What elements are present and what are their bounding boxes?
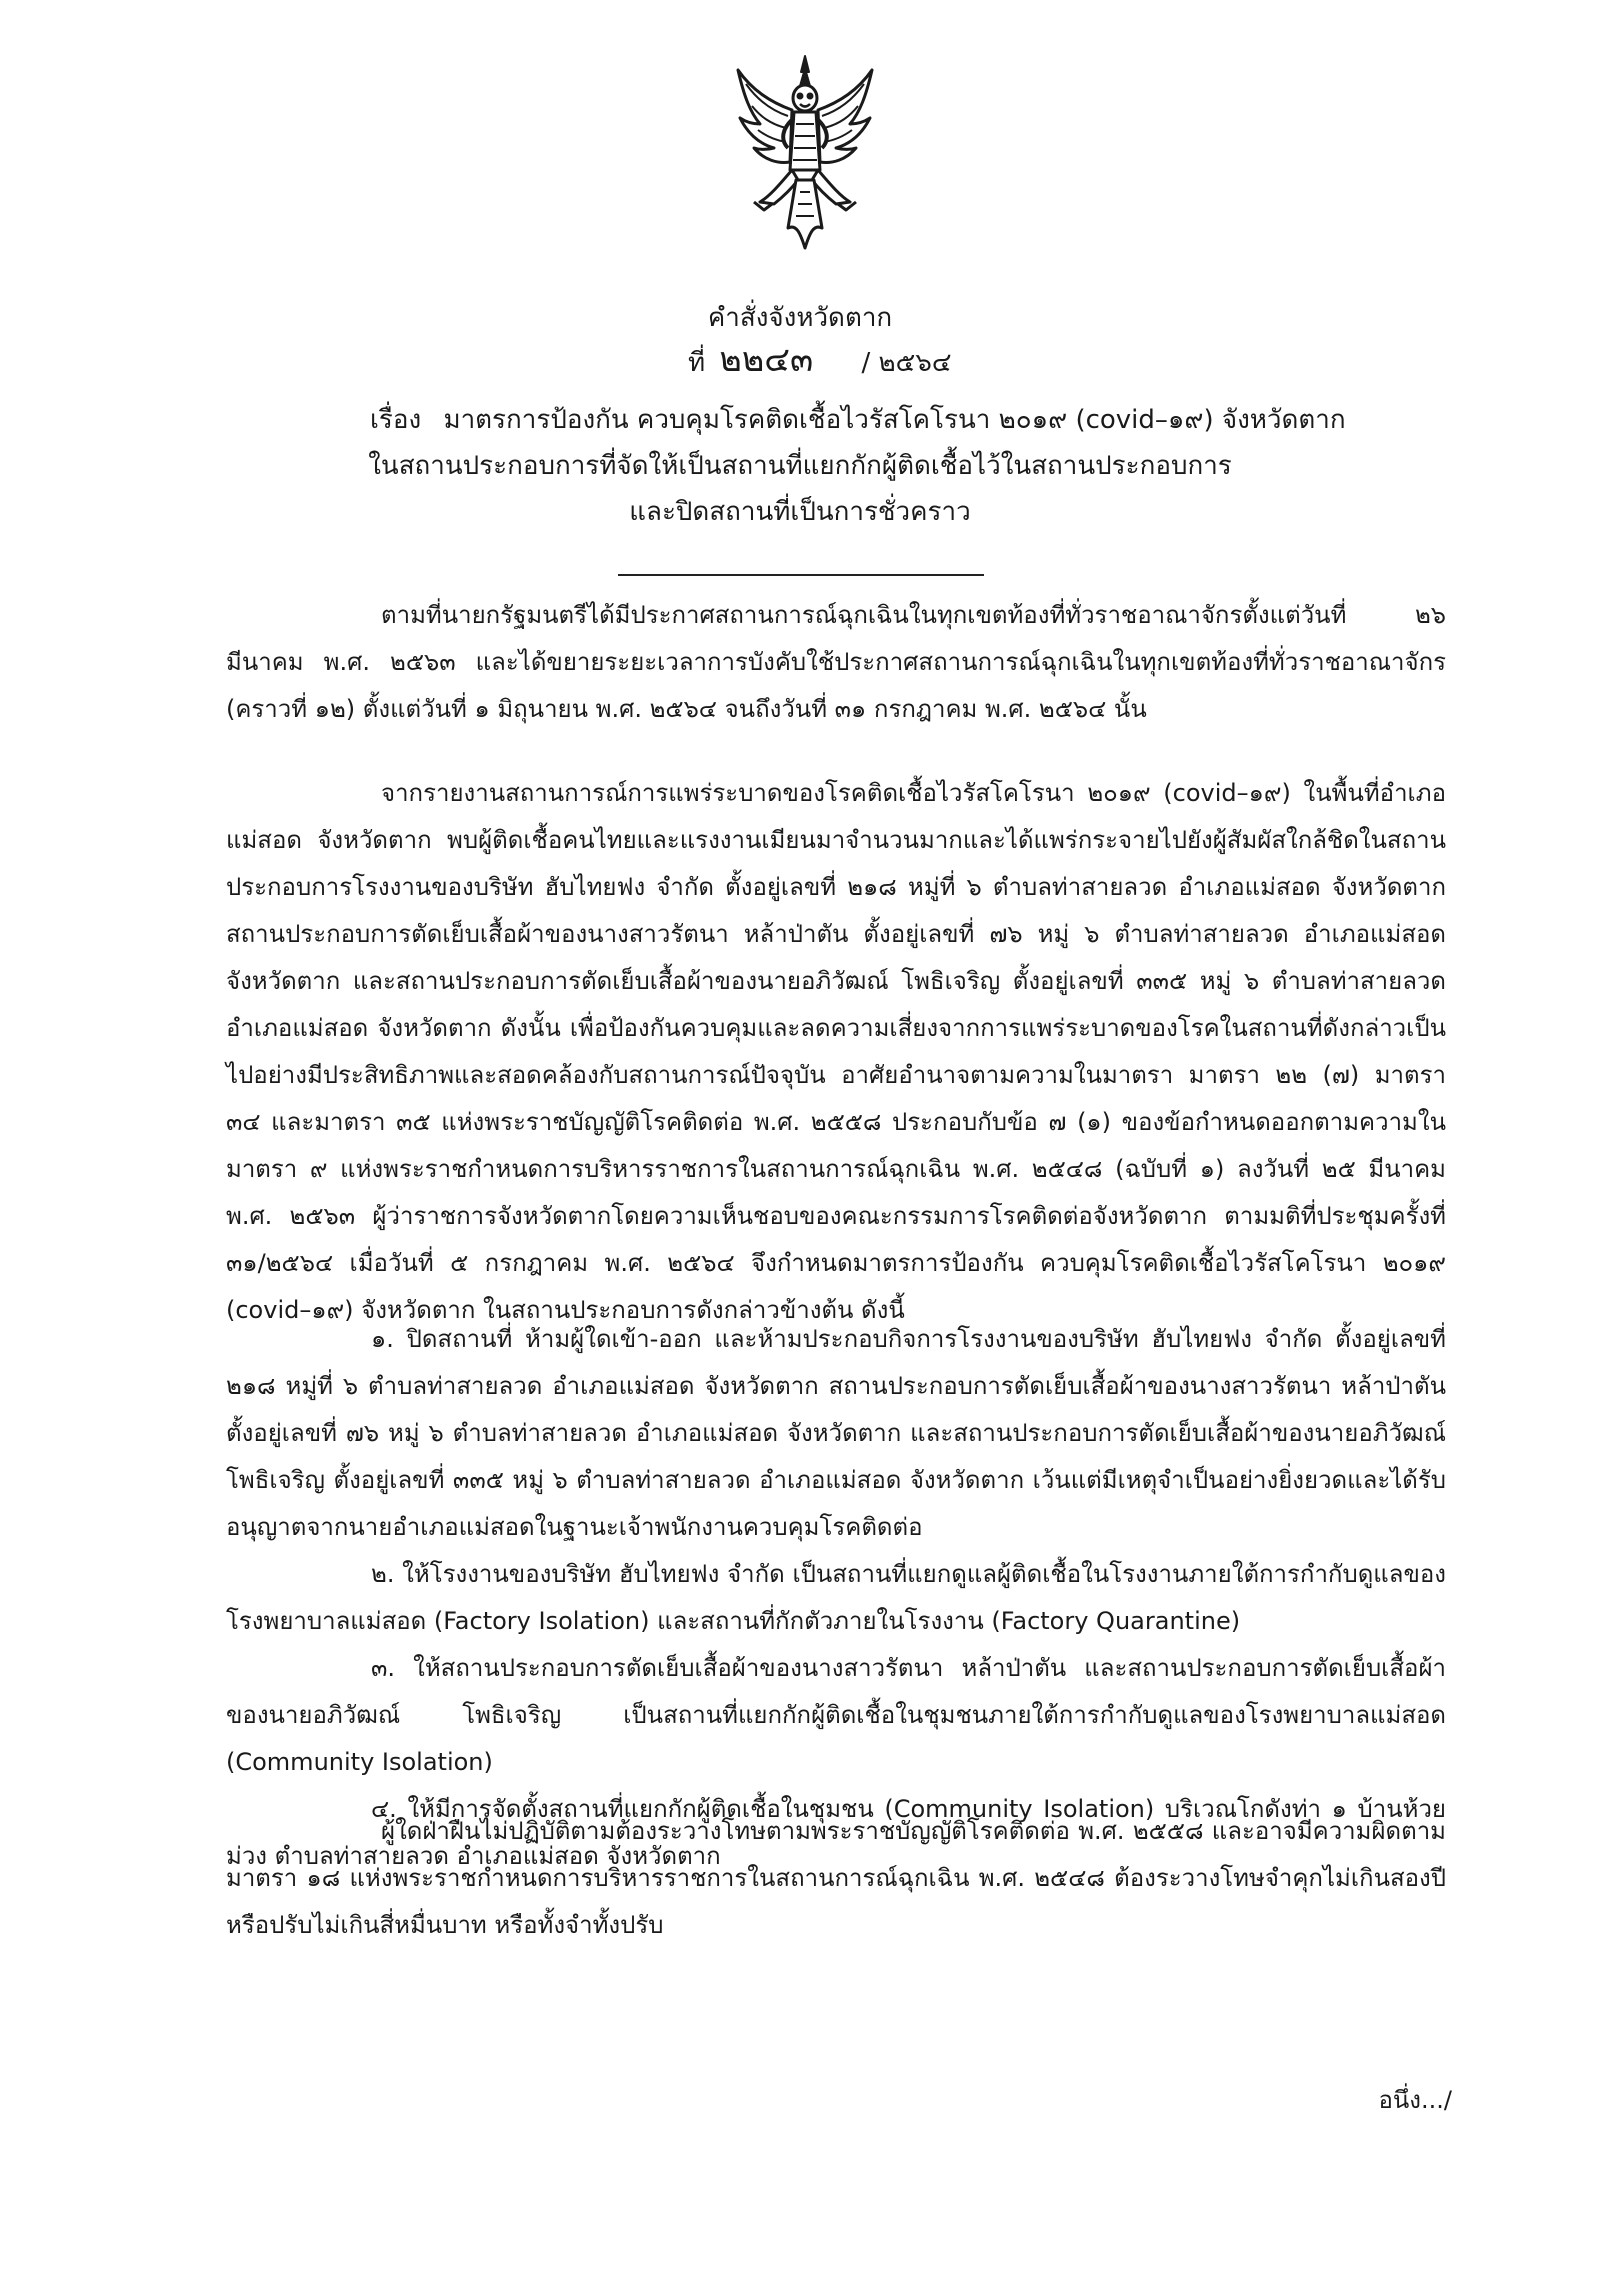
measure-item-4: ๔. ให้มีการจัดตั้งสถานที่แยกกักผู้ติดเชื้อในชุมชน (Community Isolation) บริเวณโกดังท่า ๑ บ้านห้วยม่วง ตำบลท่าสายลวด อำเภอแม่สอด จังหวัดตาก: [226, 1795, 1446, 1870]
order-number-value: ๒๒๔๓: [719, 340, 814, 380]
subject-label: เรื่อง: [370, 405, 422, 435]
subject-line-3: และปิดสถานที่เป็นการชั่วคราว: [629, 497, 971, 527]
paragraph-2-text: จากรายงานสถานการณ์การแพร่ระบาดของโรคติดเชื้อไวรัสโคโรนา ๒๐๑๙ (covid–๑๙) ในพื้นที่อำเภอแม่สอด จังหวัดตาก พบผู้ติดเชื้อคนไทยและแรงงานเมียนมาจำนวนมากและได้แพร่กระจายไปยังผู้สัมผัสใกล้ชิดในสถานประกอบการโรงงานของบริษัท ฮับไทยฟง จำกัด ตั้งอยู่เลขที่ ๒๑๘ หมู่ที่ ๖ ตำบลท่าสายลวด อำเภอแม่สอด จังหวัดตาก สถานประกอบการตัดเย็บเสื้อผ้าของนางสาวรัตนา หล้าป่าตัน ตั้งอยู่เลขที่ ๗๖ หมู่ ๖ ตำบลท่าสายลวด อำเภอแม่สอด จังหวัดตาก และสถานประกอบการตัดเย็บเสื้อผ้าของนายอภิวัฒณ์ โพธิเจริญ ตั้งอยู่เลขที่ ๓๓๕ หมู่ ๖ ตำบลท่าสายลวด อำเภอแม่สอด จังหวัดตาก ดังนั้น เพื่อป้องกันควบคุมและลดความเสี่ยงจากการแพร่ระบาดของโรคในสถานที่ดังกล่าวเป็นไปอย่างมีประสิทธิภาพและสอดคล้องกับสถานการณ์ปัจจุบัน อาศัยอำนาจตามความในมาตรา มาตรา ๒๒ (๗) มาตรา ๓๔ และมาตรา ๓๕ แห่งพระราชบัญญัติโรคติดต่อ พ.ศ. ๒๕๕๘ ประกอบกับข้อ ๗ (๑) ของข้อกำหนดออกตามความในมาตรา ๙ แห่งพระราชกำหนดการบริหารราชการในสถานการณ์ฉุกเฉิน พ.ศ. ๒๕๔๘ (ฉบับที่ ๑) ลงวันที่ ๒๕ มีนาคม พ.ศ. ๒๕๖๓ ผู้ว่าราชการจังหวัดตากโดยความเห็นชอบของคณะกรรมการโรคติดต่อจังหวัดตาก ตามมติที่ประชุมครั้งที่ ๓๑/๒๕๖๔ เมื่อวันที่ ๕ กรกฎาคม พ.ศ. ๒๕๖๔ จึงกำหนดมาตรการป้องกัน ควบคุมโรคติดเชื้อไวรัสโคโรนา ๒๐๑๙ (covid–๑๙) จังหวัดตาก ในสถานประกอบการดังกล่าวข้างต้น ดังนี้: [226, 779, 1447, 1324]
paragraph-1: [226, 592, 1446, 733]
paragraph-2: [226, 770, 1446, 1334]
subject-line-2: ในสถานประกอบการที่จัดให้เป็นสถานที่แยกกักผู้ติดเชื้อไว้ในสถานประกอบการ: [368, 451, 1232, 481]
order-title: คำสั่งจังหวัดตาก: [707, 303, 893, 333]
order-number-prefix: ที่: [688, 348, 706, 378]
title-divider: [618, 574, 984, 576]
measures-list: [226, 1316, 1446, 1880]
order-number: [688, 340, 952, 383]
measure-item-2: ๒. ให้โรงงานของบริษัท ฮับไทยฟง จำกัด เป็นสถานที่แยกดูแลผู้ติดเชื้อในโรงงานภายใต้การกำกับดูแลของโรงพยาบาลแม่สอด (Factory Isolation) และสถานที่กักตัวภายในโรงงาน (Factory Quarantine): [226, 1560, 1446, 1635]
measure-item-1: ๑. ปิดสถานที่ ห้ามผู้ใดเข้า-ออก และห้ามประกอบกิจการโรงงานของบริษัท ฮับไทยฟง จำกัด ตั้งอยู่เลขที่ ๒๑๘ หมู่ที่ ๖ ตำบลท่าสายลวด อำเภอแม่สอด จังหวัดตาก สถานประกอบการตัดเย็บเสื้อผ้าของนางสาวรัตนา หล้าป่าตัน ตั้งอยู่เลขที่ ๗๖ หมู่ ๖ ตำบลท่าสายลวด อำเภอแม่สอด จังหวัดตาก และสถานประกอบการตัดเย็บเสื้อผ้าของนายอภิวัฒณ์ โพธิเจริญ ตั้งอยู่เลขที่ ๓๓๕ หมู่ ๖ ตำบลท่าสายลวด อำเภอแม่สอด จังหวัดตาก เว้นแต่มีเหตุจำเป็นอย่างยิ่งยวดและได้รับอนุญาตจากนายอำเภอแม่สอดในฐานะเจ้าพนักงานควบคุมโรคติดต่อ: [226, 1325, 1446, 1541]
continuation-marker: อนึ่ง.../: [1378, 2086, 1452, 2114]
subject-line-1: [370, 402, 1346, 438]
measure-item-3: ๓. ให้สถานประกอบการตัดเย็บเสื้อผ้าของนางสาวรัตนา หล้าป่าตัน และสถานประกอบการตัดเย็บเสื้อผ้าของนายอภิวัฒณ์ โพธิเจริญ เป็นสถานที่แยกกักผู้ติดเชื้อในชุมชนภายใต้การกำกับดูแลของโรงพยาบาลแม่สอด (Community Isolation): [226, 1654, 1446, 1776]
subject-text-1: มาตรการป้องกัน ควบคุมโรคติดเชื้อไวรัสโคโรนา ๒๐๑๙ (covid–๑๙) จังหวัดตาก: [443, 405, 1346, 435]
penalty-text: ผู้ใดฝ่าฝืนไม่ปฏิบัติตามต้องระวางโทษตามพระราชบัญญัติโรคติดต่อ พ.ศ. ๒๕๕๘ และอาจมีความผิดตามมาตรา ๑๘ แห่งพระราชกำหนดการบริหารราชการในสถานการณ์ฉุกเฉิน พ.ศ. ๒๕๔๘ ต้องระวางโทษจำคุกไม่เกินสองปี หรือปรับไม่เกินสี่หมื่นบาท หรือทั้งจำทั้งปรับ: [226, 1817, 1446, 1939]
paragraph-1-text: ตามที่นายกรัฐมนตรีได้มีประกาศสถานการณ์ฉุกเฉินในทุกเขตท้องที่ทั่วราชอาณาจักรตั้งแต่วันที่ ๒๖ มีนาคม พ.ศ. ๒๕๖๓ และได้ขยายระยะเวลาการบังคับใช้ประกาศสถานการณ์ฉุกเฉินในทุกเขตท้องที่ทั่วราชอาณาจักร (คราวที่ ๑๒) ตั้งแต่วันที่ ๑ มิถุนายน พ.ศ. ๒๕๖๔ จนถึงวันที่ ๓๑ กรกฎาคม พ.ศ. ๒๕๖๔ นั้น: [226, 601, 1446, 723]
garuda-emblem-icon: [730, 52, 880, 262]
order-year: / ๒๕๖๔: [861, 348, 952, 378]
penalty-paragraph: [226, 1808, 1446, 1949]
